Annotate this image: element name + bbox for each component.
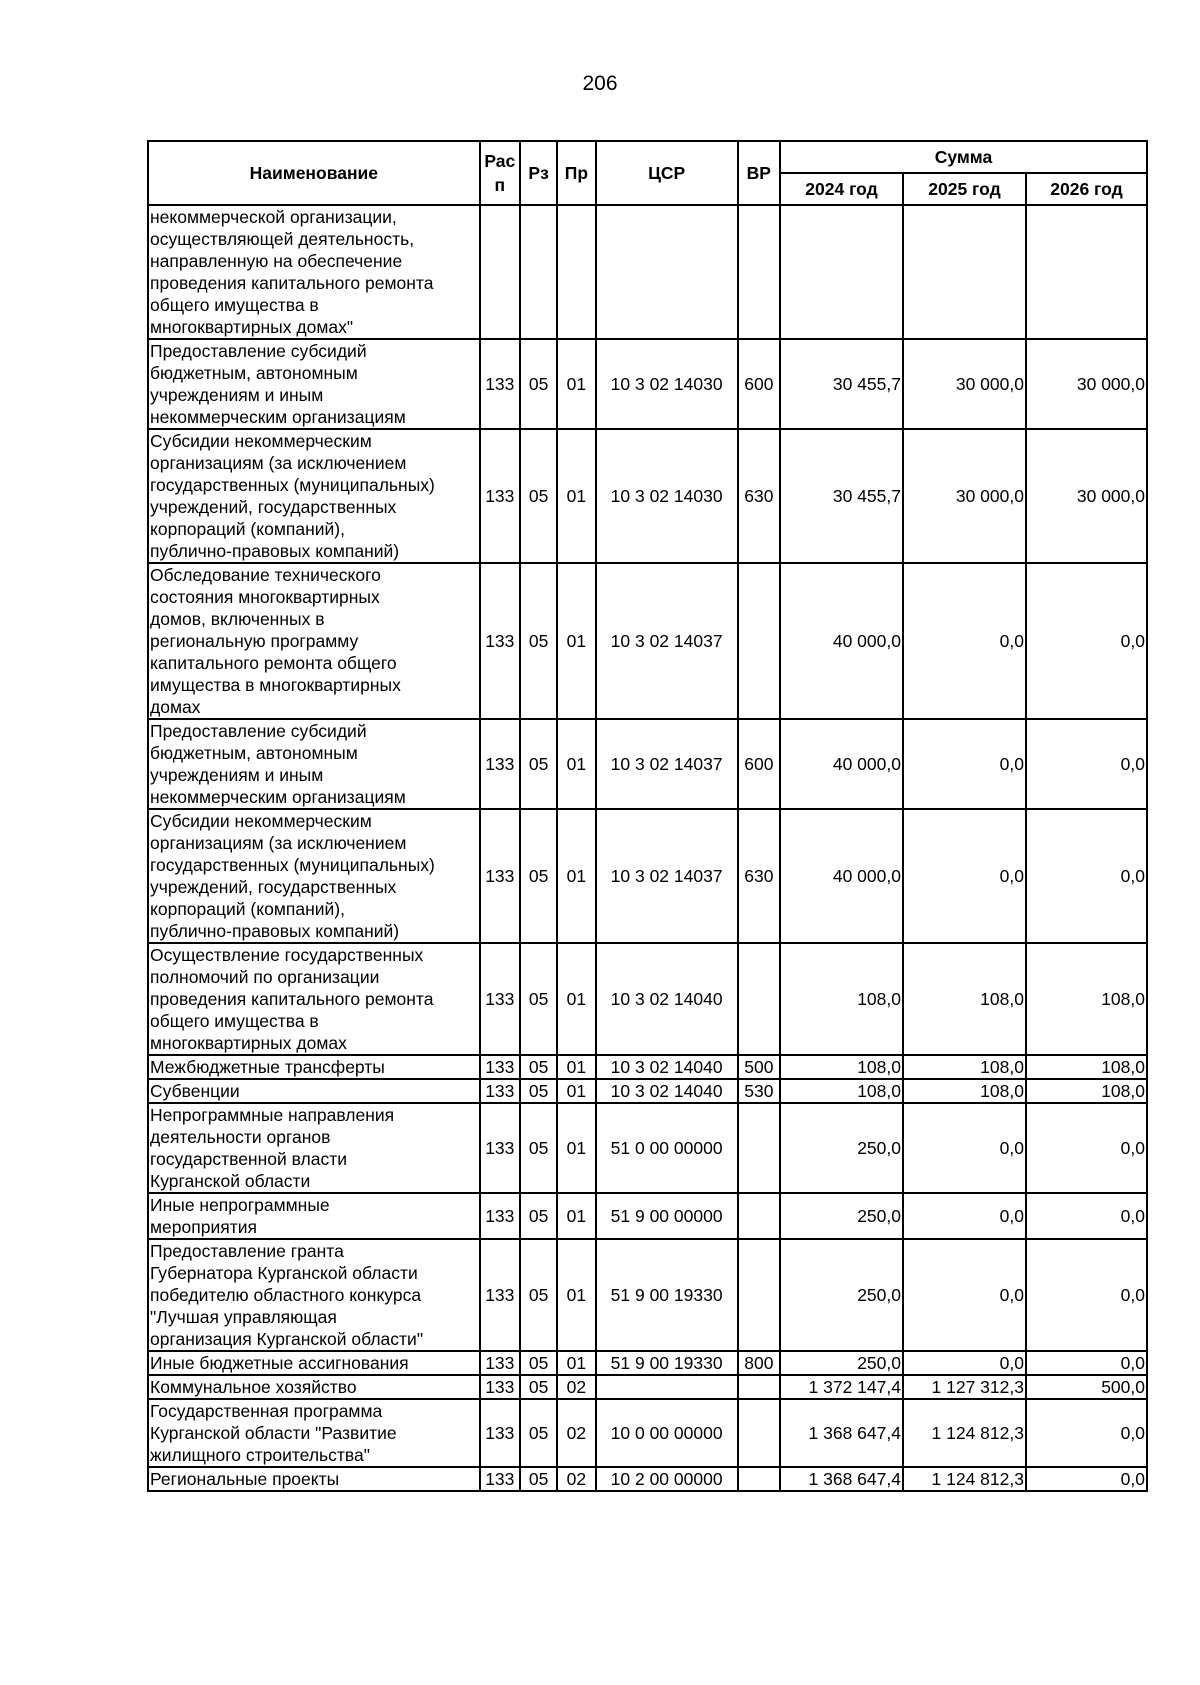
cell-name: Предоставление субсидий бюджетным, автономным учреждениям и иным некоммерческим организациям <box>148 339 480 429</box>
cell-name: Иные непрограммные мероприятия <box>148 1193 480 1239</box>
cell-name: Межбюджетные трансферты <box>148 1055 480 1079</box>
cell-csr: 10 2 00 00000 <box>596 1467 738 1491</box>
table-row <box>148 1079 1147 1103</box>
cell-rz: 05 <box>520 719 557 809</box>
cell-vr <box>738 205 780 339</box>
table-row <box>148 719 1147 809</box>
cell-2025: 108,0 <box>903 1079 1026 1103</box>
cell-pr: 01 <box>557 1193 595 1239</box>
cell-vr <box>738 1375 780 1399</box>
cell-2026: 108,0 <box>1026 1055 1147 1079</box>
cell-2025: 108,0 <box>903 943 1026 1055</box>
budget-table <box>147 140 1148 1492</box>
cell-rz: 05 <box>520 1103 557 1193</box>
cell-pr: 01 <box>557 339 595 429</box>
cell-pr: 01 <box>557 719 595 809</box>
cell-pr: 02 <box>557 1467 595 1491</box>
cell-vr: 530 <box>738 1079 780 1103</box>
cell-2026: 0,0 <box>1026 809 1147 943</box>
cell-rasp: 133 <box>480 1079 520 1103</box>
cell-rz: 05 <box>520 429 557 563</box>
cell-rz: 05 <box>520 1351 557 1375</box>
cell-2025: 0,0 <box>903 719 1026 809</box>
cell-2025: 0,0 <box>903 1351 1026 1375</box>
cell-rz: 05 <box>520 1079 557 1103</box>
cell-pr: 02 <box>557 1375 595 1399</box>
cell-2026: 0,0 <box>1026 1467 1147 1491</box>
page-number: 206 <box>582 72 618 95</box>
cell-rz: 05 <box>520 339 557 429</box>
cell-vr <box>738 943 780 1055</box>
header-year-2024: 2024 год <box>780 173 903 205</box>
cell-2024: 40 000,0 <box>780 563 903 719</box>
cell-csr: 10 3 02 14037 <box>596 719 738 809</box>
cell-rasp: 133 <box>480 563 520 719</box>
cell-2024 <box>780 205 903 339</box>
cell-2024: 30 455,7 <box>780 429 903 563</box>
cell-2024: 250,0 <box>780 1239 903 1351</box>
table-row <box>148 943 1147 1055</box>
cell-rasp: 133 <box>480 1375 520 1399</box>
cell-2025: 0,0 <box>903 1193 1026 1239</box>
cell-csr: 10 3 02 14037 <box>596 563 738 719</box>
cell-csr: 10 3 02 14040 <box>596 943 738 1055</box>
header-name: Наименование <box>148 141 480 205</box>
cell-csr: 10 3 02 14037 <box>596 809 738 943</box>
cell-rz: 05 <box>520 943 557 1055</box>
cell-name: Осуществление государственных полномочий по организации проведения капитального ремонта общего имущества в многоквартирных домах <box>148 943 480 1055</box>
cell-2024: 1 368 647,4 <box>780 1467 903 1491</box>
cell-2026: 0,0 <box>1026 1193 1147 1239</box>
cell-rz <box>520 205 557 339</box>
cell-2024: 1 372 147,4 <box>780 1375 903 1399</box>
cell-rz: 05 <box>520 1055 557 1079</box>
cell-rasp: 133 <box>480 1103 520 1193</box>
cell-2025: 0,0 <box>903 563 1026 719</box>
cell-name: Субсидии некоммерческим организациям (за исключением государственных (муниципальных) учреждений, государственных корпораций (компаний), публично-правовых компаний) <box>148 429 480 563</box>
cell-2026: 0,0 <box>1026 1351 1147 1375</box>
cell-csr: 10 3 02 14040 <box>596 1055 738 1079</box>
cell-vr <box>738 1399 780 1467</box>
table-row <box>148 1351 1147 1375</box>
cell-2025: 0,0 <box>903 1103 1026 1193</box>
cell-pr: 01 <box>557 1239 595 1351</box>
cell-rasp: 133 <box>480 1399 520 1467</box>
cell-2026: 30 000,0 <box>1026 339 1147 429</box>
cell-2026: 108,0 <box>1026 943 1147 1055</box>
table-header <box>148 141 1147 205</box>
header-rz: Рз <box>520 141 557 205</box>
cell-vr: 600 <box>738 339 780 429</box>
cell-csr: 10 3 02 14040 <box>596 1079 738 1103</box>
cell-2025: 30 000,0 <box>903 339 1026 429</box>
cell-name: Предоставление гранта Губернатора Курганской области победителю областного конкурса "Лучшая управляющая организация Курганской области" <box>148 1239 480 1351</box>
cell-csr: 51 9 00 00000 <box>596 1193 738 1239</box>
table-row <box>148 339 1147 429</box>
cell-rz: 05 <box>520 563 557 719</box>
cell-vr <box>738 1467 780 1491</box>
table-row <box>148 205 1147 339</box>
table-row <box>148 1399 1147 1467</box>
cell-vr: 800 <box>738 1351 780 1375</box>
cell-2026: 108,0 <box>1026 1079 1147 1103</box>
cell-2025: 0,0 <box>903 1239 1026 1351</box>
cell-2026: 500,0 <box>1026 1375 1147 1399</box>
cell-2025 <box>903 205 1026 339</box>
cell-name: некоммерческой организации, осуществляющей деятельность, направленную на обеспечение проведения капитального ремонта общего имущества в многоквартирных домах" <box>148 205 480 339</box>
cell-rz: 05 <box>520 1193 557 1239</box>
table-row <box>148 1239 1147 1351</box>
cell-csr <box>596 1375 738 1399</box>
cell-vr: 630 <box>738 809 780 943</box>
cell-2026: 0,0 <box>1026 1103 1147 1193</box>
cell-vr: 600 <box>738 719 780 809</box>
cell-2025: 1 124 812,3 <box>903 1399 1026 1467</box>
cell-vr: 630 <box>738 429 780 563</box>
cell-vr: 500 <box>738 1055 780 1079</box>
cell-csr: 10 3 02 14030 <box>596 429 738 563</box>
cell-pr: 01 <box>557 1055 595 1079</box>
cell-name: Коммунальное хозяйство <box>148 1375 480 1399</box>
cell-name: Субсидии некоммерческим организациям (за исключением государственных (муниципальных) учреждений, государственных корпораций (компаний), публично-правовых компаний) <box>148 809 480 943</box>
cell-rasp: 133 <box>480 1467 520 1491</box>
cell-pr: 01 <box>557 429 595 563</box>
header-pr: Пр <box>557 141 595 205</box>
cell-2026 <box>1026 205 1147 339</box>
cell-csr: 51 9 00 19330 <box>596 1351 738 1375</box>
header-year-2025: 2025 год <box>903 173 1026 205</box>
cell-name: Субвенции <box>148 1079 480 1103</box>
cell-rz: 05 <box>520 1239 557 1351</box>
table-row <box>148 429 1147 563</box>
cell-csr: 10 0 00 00000 <box>596 1399 738 1467</box>
cell-rasp: 133 <box>480 1239 520 1351</box>
cell-name: Государственная программа Курганской области "Развитие жилищного строительства" <box>148 1399 480 1467</box>
table-row <box>148 1375 1147 1399</box>
cell-pr <box>557 205 595 339</box>
cell-2024: 250,0 <box>780 1351 903 1375</box>
cell-2026: 0,0 <box>1026 719 1147 809</box>
cell-2025: 30 000,0 <box>903 429 1026 563</box>
cell-rasp: 133 <box>480 1193 520 1239</box>
header-csr: ЦСР <box>596 141 738 205</box>
table-row <box>148 1055 1147 1079</box>
cell-2026: 30 000,0 <box>1026 429 1147 563</box>
cell-2026: 0,0 <box>1026 563 1147 719</box>
cell-vr <box>738 1193 780 1239</box>
cell-2024: 250,0 <box>780 1103 903 1193</box>
cell-rasp: 133 <box>480 809 520 943</box>
cell-rasp: 133 <box>480 1351 520 1375</box>
cell-vr <box>738 563 780 719</box>
cell-pr: 02 <box>557 1399 595 1467</box>
cell-rz: 05 <box>520 809 557 943</box>
cell-rasp: 133 <box>480 429 520 563</box>
cell-name: Региональные проекты <box>148 1467 480 1491</box>
cell-vr <box>738 1239 780 1351</box>
cell-rz: 05 <box>520 1375 557 1399</box>
cell-rasp: 133 <box>480 1055 520 1079</box>
cell-name: Предоставление субсидий бюджетным, автономным учреждениям и иным некоммерческим организациям <box>148 719 480 809</box>
cell-2024: 40 000,0 <box>780 809 903 943</box>
cell-pr: 01 <box>557 1351 595 1375</box>
cell-rasp: 133 <box>480 339 520 429</box>
table-row <box>148 563 1147 719</box>
cell-2024: 108,0 <box>780 1055 903 1079</box>
cell-2026: 0,0 <box>1026 1239 1147 1351</box>
table-row <box>148 1193 1147 1239</box>
table-body <box>148 205 1147 1491</box>
cell-2024: 250,0 <box>780 1193 903 1239</box>
cell-2026: 0,0 <box>1026 1399 1147 1467</box>
cell-2024: 108,0 <box>780 1079 903 1103</box>
cell-2024: 108,0 <box>780 943 903 1055</box>
cell-rasp <box>480 205 520 339</box>
cell-csr: 51 9 00 19330 <box>596 1239 738 1351</box>
table-row <box>148 809 1147 943</box>
cell-csr: 10 3 02 14030 <box>596 339 738 429</box>
cell-2025: 0,0 <box>903 809 1026 943</box>
cell-csr <box>596 205 738 339</box>
cell-pr: 01 <box>557 809 595 943</box>
cell-csr: 51 0 00 00000 <box>596 1103 738 1193</box>
cell-rz: 05 <box>520 1467 557 1491</box>
header-sum: Сумма <box>780 141 1147 173</box>
table-row <box>148 1103 1147 1193</box>
header-vr: ВР <box>738 141 780 205</box>
header-year-2026: 2026 год <box>1026 173 1147 205</box>
cell-2025: 1 127 312,3 <box>903 1375 1026 1399</box>
cell-2024: 1 368 647,4 <box>780 1399 903 1467</box>
cell-2025: 1 124 812,3 <box>903 1467 1026 1491</box>
cell-pr: 01 <box>557 943 595 1055</box>
cell-rasp: 133 <box>480 943 520 1055</box>
cell-rz: 05 <box>520 1399 557 1467</box>
cell-2025: 108,0 <box>903 1055 1026 1079</box>
cell-name: Иные бюджетные ассигнования <box>148 1351 480 1375</box>
cell-rasp: 133 <box>480 719 520 809</box>
cell-vr <box>738 1103 780 1193</box>
cell-pr: 01 <box>557 1079 595 1103</box>
header-rasp: Рас п <box>480 141 520 205</box>
cell-pr: 01 <box>557 563 595 719</box>
cell-name: Непрограммные направления деятельности органов государственной власти Курганской области <box>148 1103 480 1193</box>
cell-name: Обследование технического состояния многоквартирных домов, включенных в региональную программу капитального ремонта общего имущества в многоквартирных домах <box>148 563 480 719</box>
table-row <box>148 1467 1147 1491</box>
cell-pr: 01 <box>557 1103 595 1193</box>
cell-2024: 30 455,7 <box>780 339 903 429</box>
cell-2024: 40 000,0 <box>780 719 903 809</box>
